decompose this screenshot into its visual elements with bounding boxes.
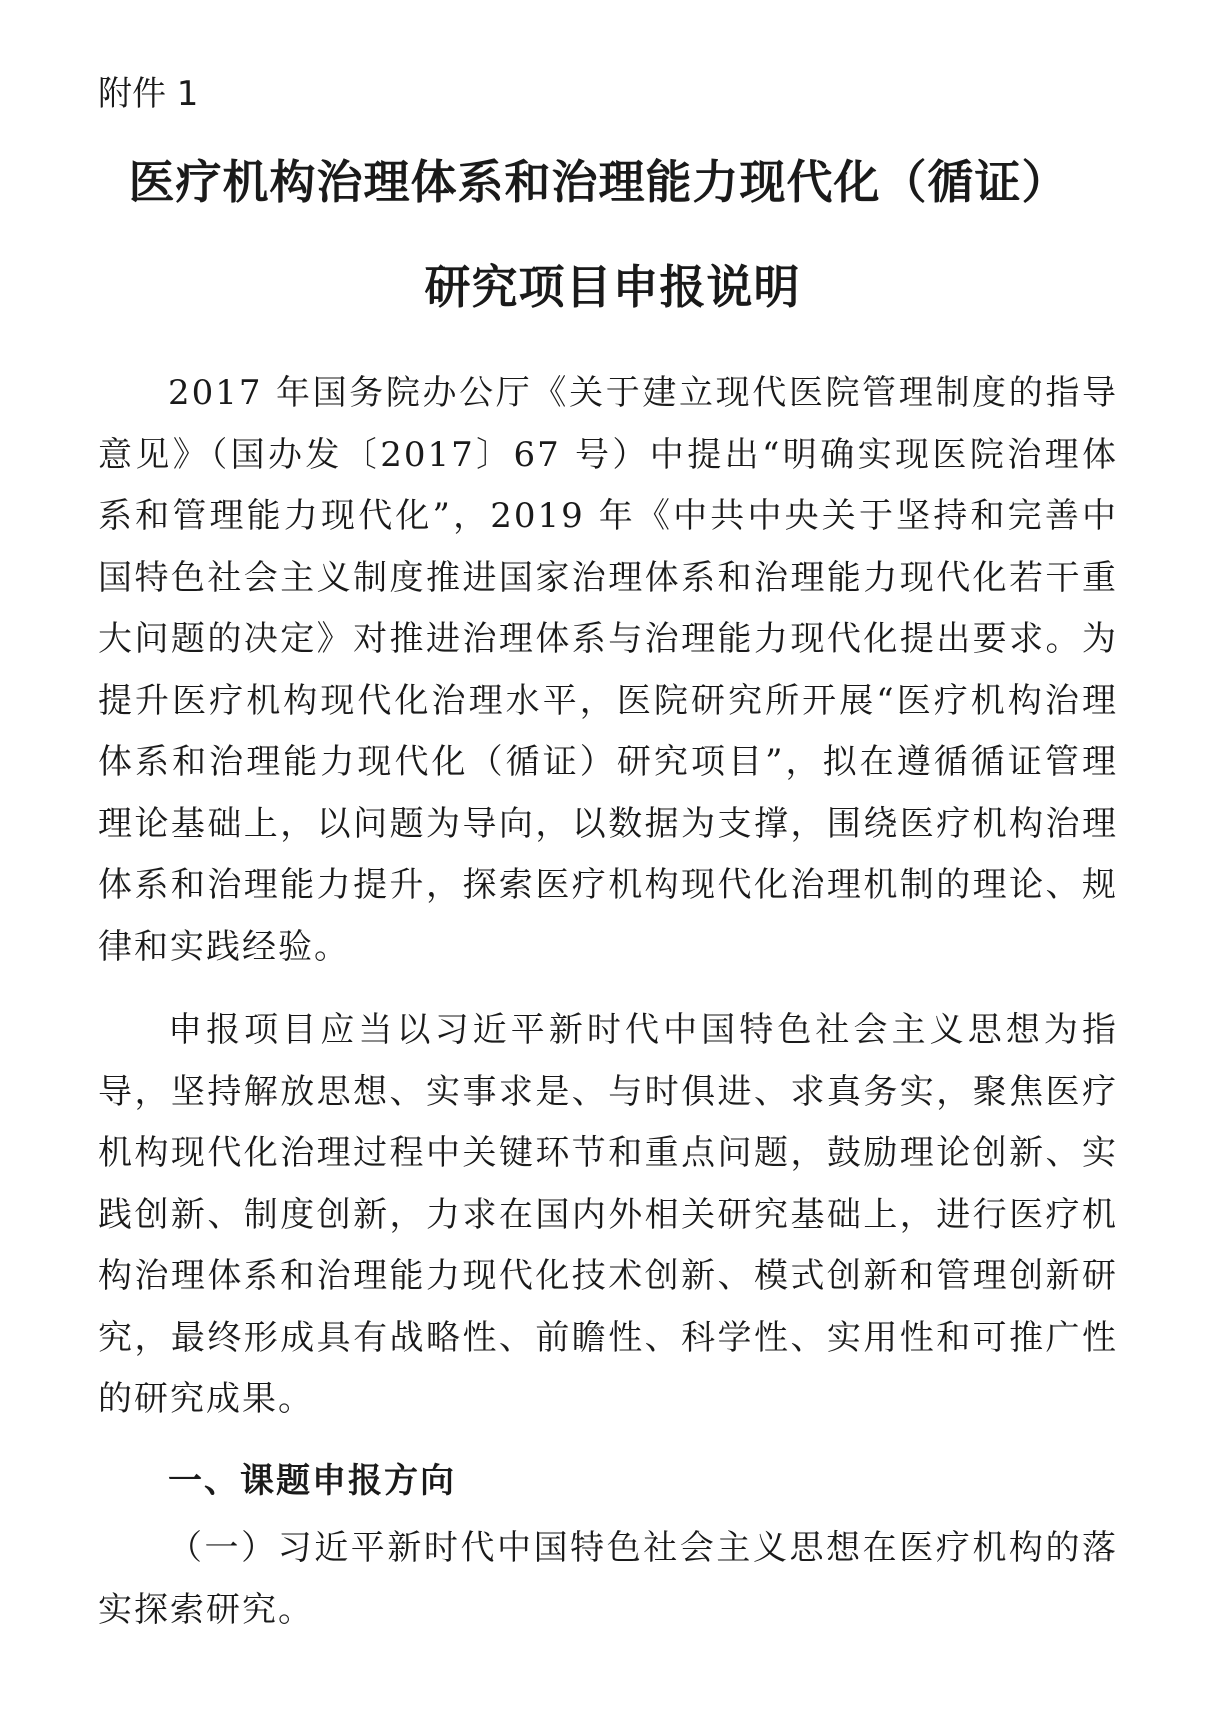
section-heading: 一、课题申报方向 [168, 1461, 456, 1501]
document-title-line1: 医疗机构治理体系和治理能力现代化（循证） [128, 155, 1069, 209]
paragraph-intro: 2017 年国务院办公厅《关于建立现代医院管理制度的指导意见》（国办发〔2017〕67 号）中提出“明确实现医院治理体系和管理能力现代化”，2019 年《中共中央关于坚持和完善中国特色社会主义制度推进国家治理体系和治理能力现代化若干重大问题的决定》对推进治理体系与治理能力现代化提出要求。为提升医疗机构现代化治理水平，医院研究所开展“医疗机构治理体系和治理能力现代化（循证）研究项目”，拟在遵循循证管理理论基础上，以问题为导向，以数据为支撑，围绕医疗机构治理体系和治理能力提升，探索医疗机构现代化治理机制的理论、规律和实践经验。 [98, 373, 1118, 967]
paragraph-requirements: 申报项目应当以习近平新时代中国特色社会主义思想为指导，坚持解放思想、实事求是、与时俱进、求真务实，聚焦医疗机构现代化治理过程中关键环节和重点问题，鼓励理论创新、实践创新、制度创新，力求在国内外相关研究基础上，进行医疗机构治理体系和治理能力现代化技术创新、模式创新和管理创新研究，最终形成具有战略性、前瞻性、科学性、实用性和可推广性的研究成果。 [98, 1010, 1118, 1419]
subsection-item-1: （一）习近平新时代中国特色社会主义思想在医疗机构的落实探索研究。 [98, 1528, 1118, 1630]
document-title-line2: 研究项目申报说明 [424, 260, 801, 314]
attachment-label: 附件 1 [98, 74, 199, 114]
